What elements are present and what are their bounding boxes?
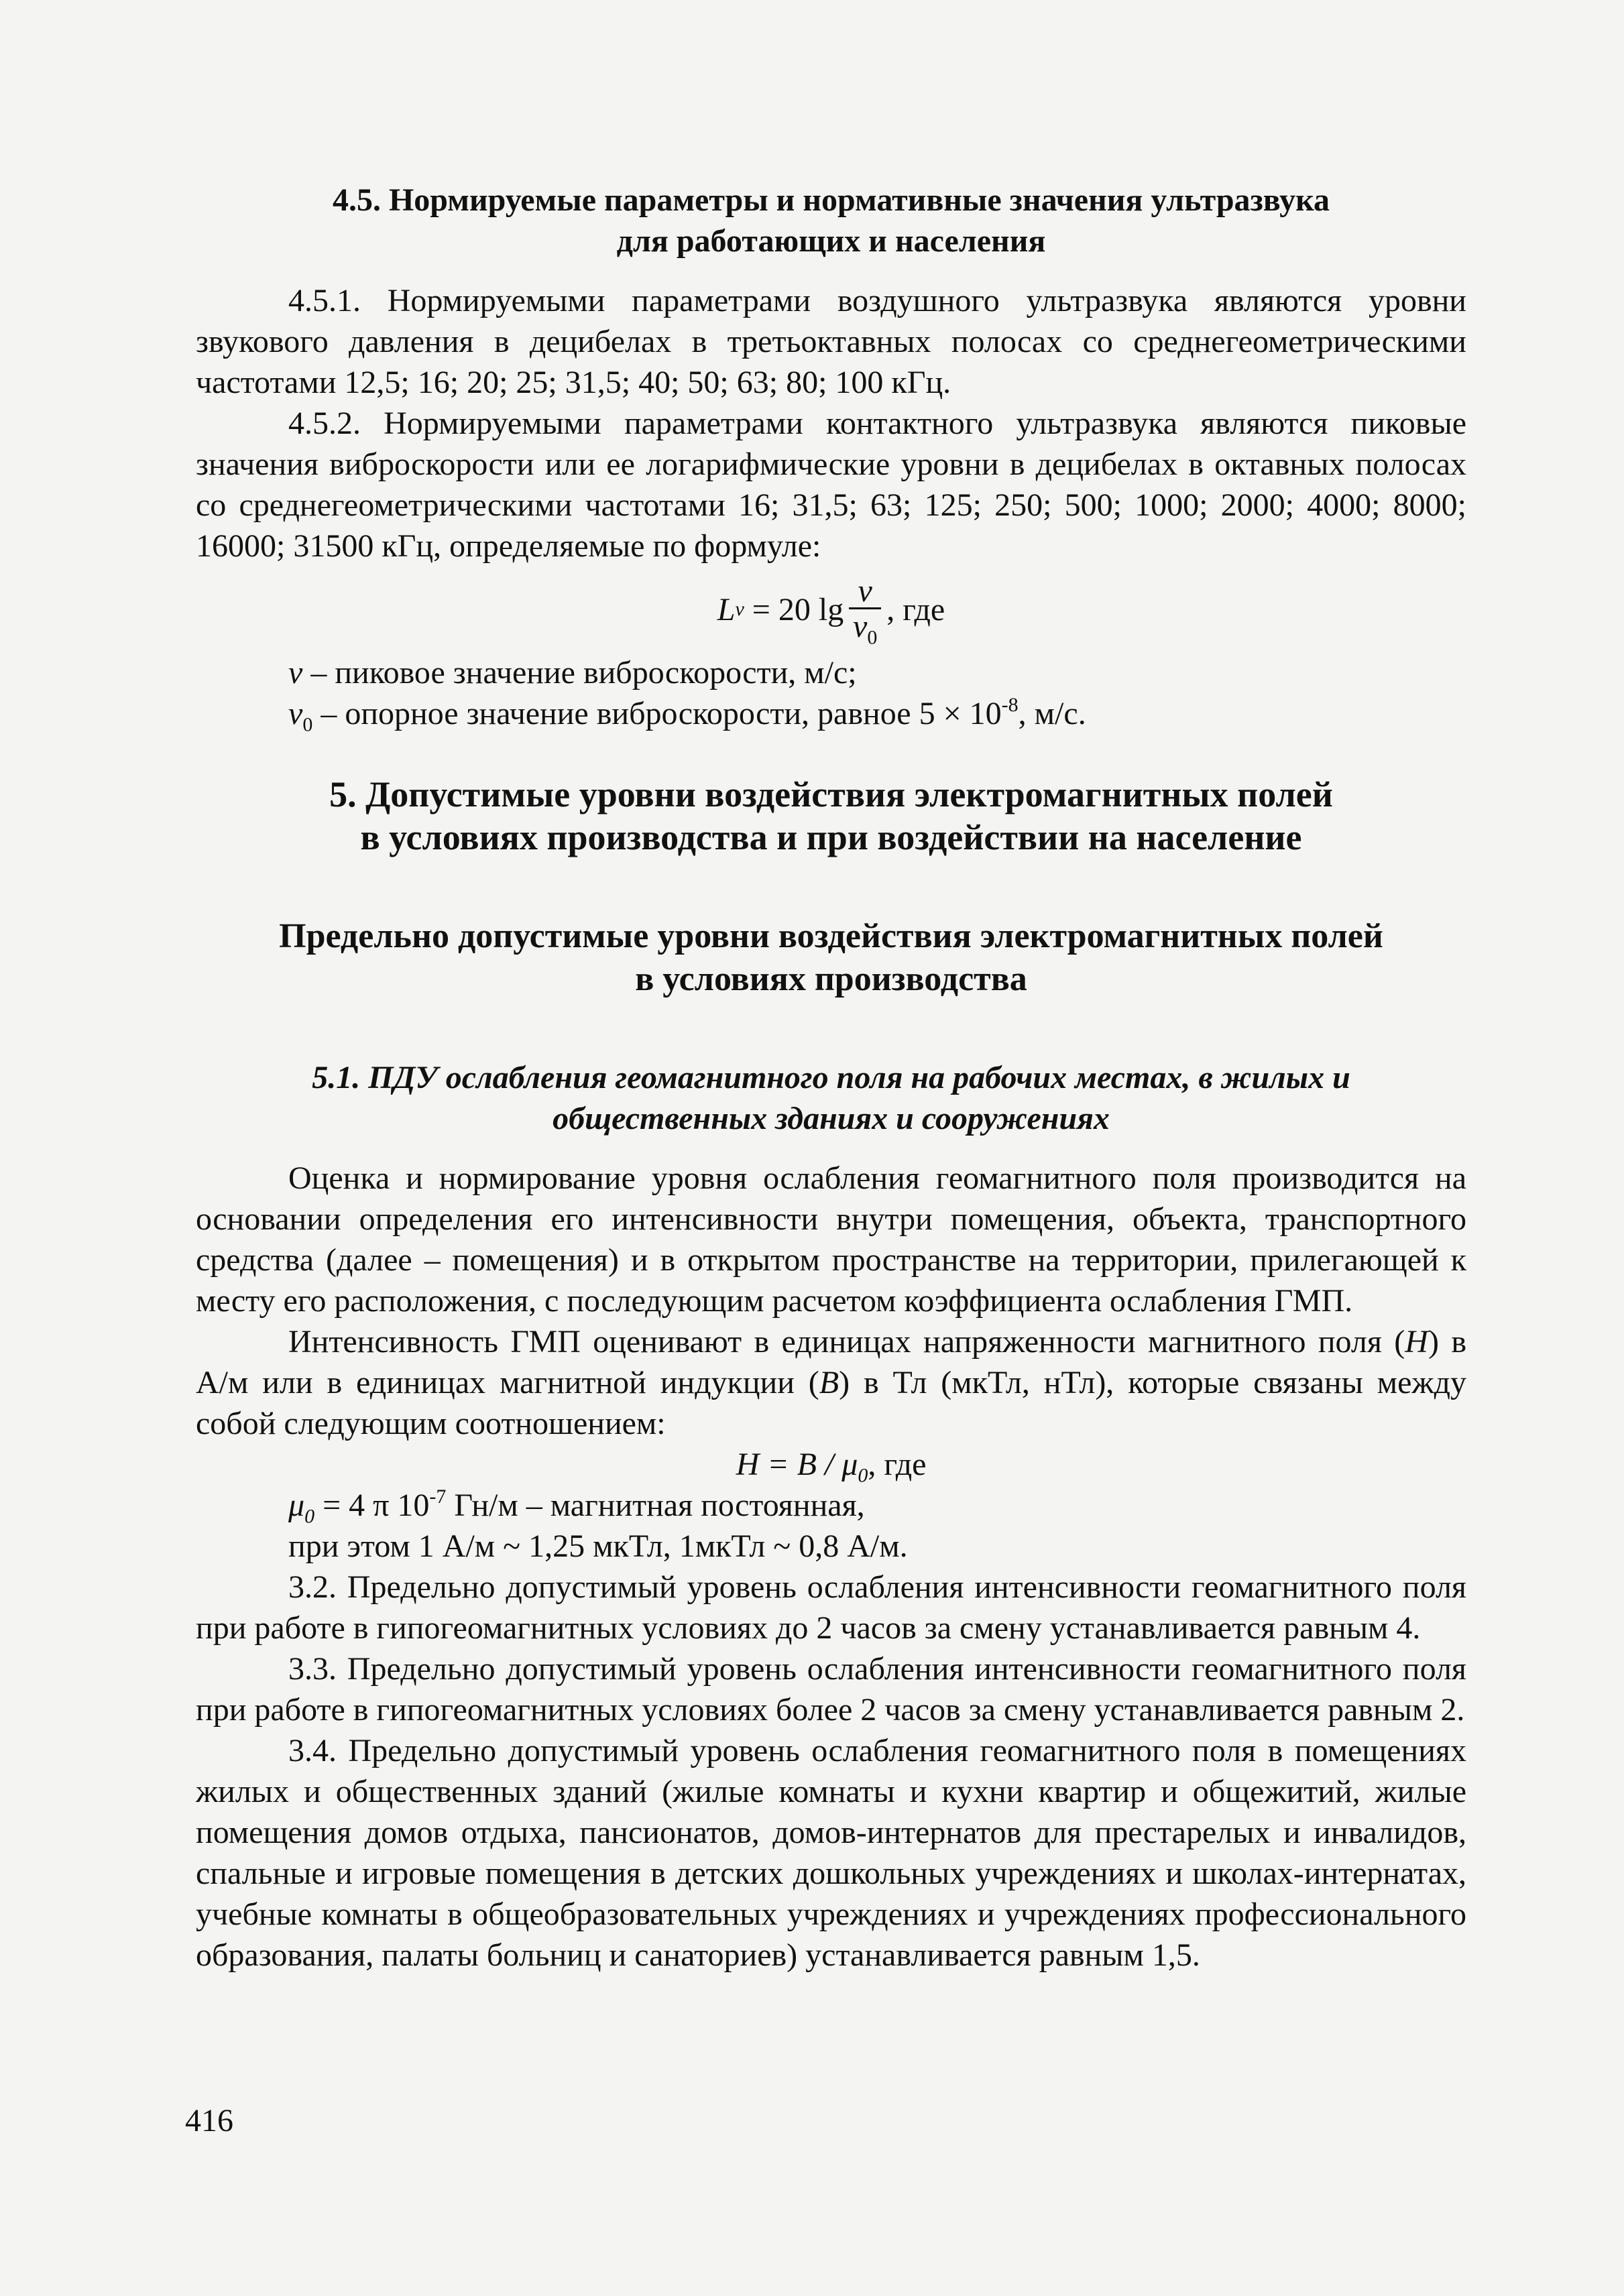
paragraph-3-3: 3.3. Предельно допустимый уровень ослабления интенсивности геомагнитного поля при работе в гипогеомагнитных условиях более 2 часов за смену устанавливается равным 2. [196, 1651, 1466, 1728]
paragraph-intensity: Интенсивность ГМП оценивают в единицах напряженности магнитного поля (H) в А/м или в единицах магнитной индукции (B) в Тл (мкТл, нТл), которые связаны между собой следующим соотношением: [196, 1324, 1466, 1441]
page-content [196, 180, 1466, 1976]
section-4-5-heading [196, 180, 1466, 261]
section-5-1-heading [196, 1057, 1466, 1139]
paragraph-4-5-2: 4.5.2. Нормируемыми параметрами контактного ультразвука являются пиковые значения виброскорости или ее логарифмические уровни в децибелах в октавных полосах со среднегеометрическими частотами 16; 31,5; 63; 125; 250; 500; 1000; 2000; 4000; 8000; 16000; 31500 кГц, определяемые по формуле: [196, 406, 1466, 564]
paragraph-4-5-1: 4.5.1. Нормируемыми параметрами воздушного ультразвука являются уровни звукового давления в децибелах в третьоктавных полосах со среднегеометрическими частотами 12,5; 16; 20; 25; 31,5; 40; 50; 63; 80; 100 кГц. [196, 283, 1466, 400]
formula-fraction [849, 572, 881, 649]
paragraph-3-4: 3.4. Предельно допустимый уровень ослабления геомагнитного поля в помещениях жилых и общественных зданий (жилые комнаты и кухни квартир и общежитий, жилые помещения домов отдыха, пансионатов, домов-интернатов для престарелых и инвалидов, спальные и игровые помещения в детских дошкольных учреждениях и школах-интернатах, учебные комнаты в общеобразовательных учреждениях и учреждениях профессионального образования, палаты больниц и санаториев) устанавливается равным 1,5. [196, 1733, 1466, 1973]
formula-lhs: L [717, 591, 736, 627]
section-4-5-heading-line2: для работающих и населения [616, 223, 1046, 259]
formula-lv: L v = 20 lg $\frac{v}{v_0}$ , где [717, 572, 945, 649]
section-5-heading [196, 773, 1466, 859]
section-4-5-heading-line1: 4.5. Нормируемые параметры и нормативные значения ультразвука [332, 182, 1330, 218]
formula-denominator: $v_0$ [853, 608, 878, 649]
formula-eq: = 20 lg [744, 591, 844, 627]
section-5-1-heading-line2: общественных зданиях и сооружениях [553, 1101, 1110, 1136]
section-5-heading-line2: в условиях производства и при воздействии на население [360, 817, 1302, 857]
definition-mu: $\mu_0 = 4$ π $10^{-7}$ Гн/м – магнитная постоянная, [288, 1486, 865, 1528]
formula-tail: , где [886, 591, 945, 627]
page-number: 416 [185, 2103, 233, 2138]
subsection-heading-line2: в условиях производства [635, 960, 1027, 998]
paragraph-assessment: Оценка и нормирование уровня ослабления геомагнитного поля производится на основании определения его интенсивности внутри помещения, объекта, транспортного средства (далее – помещения) и в открытом пространстве на территории, прилегающей к месту его расположения, с последующим расчетом коэффициента ослабления ГМП. [196, 1160, 1466, 1319]
section-5-1-heading-line1: 5.1. ПДУ ослабления геомагнитного поля на рабочих местах, в жилых и [312, 1060, 1350, 1095]
formula-numerator: v [858, 572, 872, 609]
definition-v0: $v_0$ – опорное значение виброскорости, равное $5 \times 10^{-8}$, м/с. [288, 694, 1086, 736]
subsection-heading [196, 915, 1466, 1001]
section-5-heading-line1: 5. Допустимые уровни воздействия электромагнитных полей [329, 774, 1333, 814]
paragraph-3-2: 3.2. Предельно допустимый уровень ослабления интенсивности геомагнитного поля при работе в гипогеомагнитных условиях до 2 часов за смену устанавливается равным 4. [196, 1569, 1466, 1646]
relation-units: при этом 1 А/м ~ 1,25 мкТл, 1мкТл ~ 0,8 А/м. [288, 1528, 908, 1564]
definition-v: v – пиковое значение виброскорости, м/с; [288, 655, 857, 690]
formula-h: $H = B / \mu_0$, где [736, 1447, 927, 1487]
subsection-heading-line1: Предельно допустимые уровни воздействия электромагнитных полей [279, 917, 1383, 955]
